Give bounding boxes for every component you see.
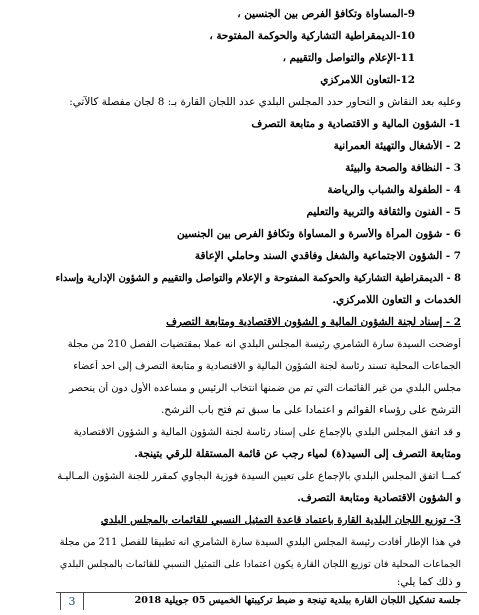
paragraph-4-line-2: و الشؤون الاقتصادية ومتابعة التصرف. [297, 492, 461, 504]
page-footer [56, 592, 467, 611]
item-9: 9-المساواة وتكافؤ الفرص بين الجنسين ، [237, 8, 415, 20]
paragraph-2-line-3: مجلس البلدي من غير القائمات التي تم من ضمنها انتخاب الرئيس و مساعده الأول دون أن ينحصر [69, 383, 461, 394]
paragraph-5-line-2: الجماعات المحلية فان توزيع اللجان القارة يكون اعتمادا على التمثيل النسبي للقائمات بالمجلس البلدي [59, 559, 461, 570]
paragraph-3-line-1: و قد اتفق المجلس البلدي بالإجماع على إسناد رئاسة لجنة الشؤون المالية و الشؤون الاقتصادية [73, 427, 461, 438]
committee-6: 6 - شؤون المرأة والأسرة و المساواة وتكافؤ الفرص بين الجنسين [176, 228, 461, 240]
committee-3: 3 - النظافة والصحة والبيئة [345, 162, 461, 174]
paragraph-2-line-2: الجماعات المحلية تسند رئاسة لجنة الشؤون المالية و الاقتصادية و متابعة التصرف إلى احد أعضاء [73, 361, 461, 372]
committee-8: 8 - الديمقراطية التشاركية والحوكمة المفتوحة و الإعلام والتواصل والتقييم و الشؤون الإدارية وإسداء [55, 273, 461, 284]
section-heading-2: 2 - إسناد لجنة الشؤون المالية و الشؤون الاقتصادية ومتابعة التصرف [166, 316, 461, 328]
paragraph-2-line-4: الترشح على رؤساء القوائم و اعتمادا على ما سبق تم فتح باب الترشح. [161, 404, 461, 416]
item-12: 12-التعاون اللامركزي [320, 74, 415, 86]
item-10: 10-الديمقراطية التشاركية والحوكمة المفتوحة ، [209, 30, 415, 42]
paragraph-5-line-3: و ذلك كما يلي: [396, 576, 461, 588]
committee-1: 1- الشؤون المالية و الاقتصادية و متابعة التصرف [251, 118, 461, 130]
page-number: 3 [60, 592, 84, 610]
paragraph-5-line-1: في هذا الإطار أفادت رئيسة المجلس البلدي السيدة سارة الشامري انه تطبيقا للفصل 211 من مجلة [59, 537, 461, 548]
footer-text: جلسة تشكيل اللجان القارة ببلدية تينجة و ضبط تركيبتها الخميس 05 جويلية 2018 [134, 595, 461, 606]
committee-7: 7 - الشؤون الاجتماعية والشغل وفاقدي السند وحاملي الإعاقة [194, 250, 461, 262]
paragraph-intro: وعليه بعد النقاش و التحاور حدد المجلس البلدي عدد اللجان القارة بـ: 8 لجان مفصلة كالآتي: [69, 96, 461, 108]
committee-8-continued: الخدمات و التعاون اللامركزي. [332, 294, 461, 306]
paragraph-4-line-1: كمــا اتفق المجلس البلدي بالإجماع على تعيين السيدة فوزية البجاوي كمقرر للجنة الشؤون المـاليـة [57, 471, 461, 482]
committee-5: 5 - الفنون والثقافة والتربية والتعليم [306, 206, 461, 218]
committee-4: 4 - الطفولة والشباب والرياضة [327, 184, 461, 196]
item-11: 11-الإعلام والتواصل والتقييم ، [282, 52, 415, 64]
section-heading-3: 3- توزيع اللجان البلدية القارة باعتماد قاعدة التمثيل النسبي للقائمات بالمجلس البلدي [100, 514, 461, 526]
committee-2: 2 - الأشغال والتهيئة العمرانية [333, 140, 461, 152]
paragraph-2-line-1: أوضحت السيدة سارة الشامري رئيسة المجلس البلدي انه عملا بمقتضيات الفصل 210 من مجلة [67, 339, 461, 350]
paragraph-3-line-2: ومتابعة التصرف إلى السيد(ة) لمياء رجب عن قائمة المستقلة للرقي بتينجة. [134, 448, 461, 460]
